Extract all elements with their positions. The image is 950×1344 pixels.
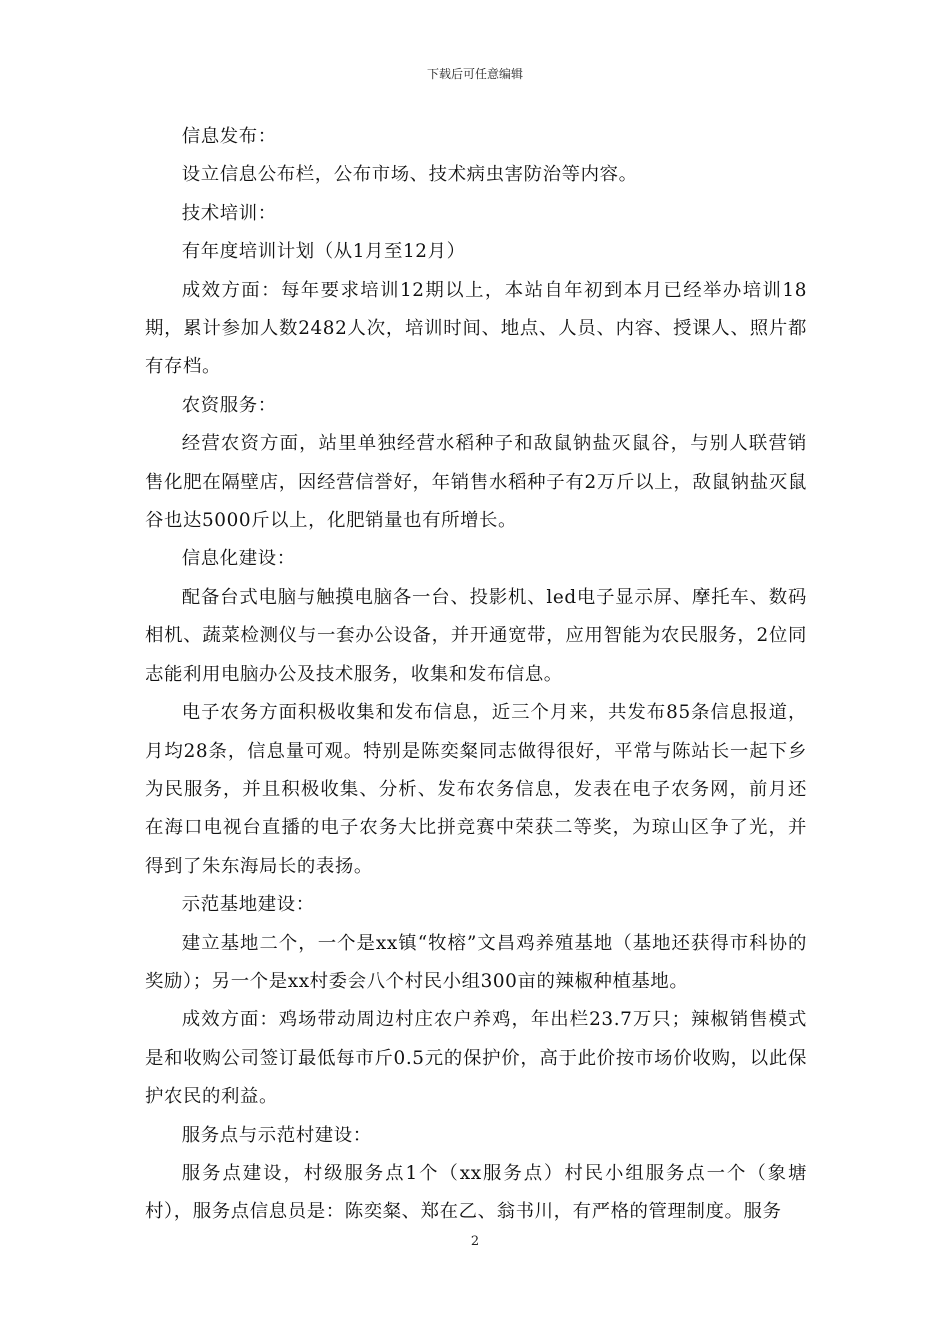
page-header: 下载后可任意编辑 [426, 67, 523, 81]
paragraph: 服务点建设，村级服务点1个（xx服务点）村民小组服务点一个（象塘村），服务点信息员是：陈奕粲、郑在乙、翁书川，有严格的管理制度。服务 [145, 1162, 807, 1223]
paragraph: 电子农务方面积极收集和发布信息，近三个月来，共发布85条信息报道，月均28条，信息量可观。特别是陈奕粲同志做得很好，平常与陈站长一起下乡为民服务，并且积极收集、分析、发布农务信息，发表在电子农务网，前月还在海口电视台直播的电子农务大比拼竞赛中荣获二等奖，为琼山区争了光，并得到了朱东海局长的表扬。 [145, 702, 807, 877]
section-heading-demo-base: 示范基地建设： [181, 894, 315, 916]
section-heading-informatization: 信息化建设： [181, 548, 296, 570]
section-heading-tech-training: 技术培训： [181, 202, 277, 224]
paragraph: 设立信息公布栏，公布市场、技术病虫害防治等内容。 [181, 164, 638, 186]
paragraph: 成效方面：鸡场带动周边村庄农户养鸡，年出栏23.7万只；辣椒销售模式是和收购公司签订最低每市斤0.5元的保护价，高于此价按市场价收购，以此保护农民的利益。 [145, 1009, 807, 1108]
paragraph: 有年度培训计划（从1月至12月） [181, 241, 466, 263]
section-heading-info-release: 信息发布： [181, 126, 277, 147]
paragraph: 成效方面：每年要求培训12期以上，本站自年初到本月已经举办培训18期，累计参加人数2482人次，培训时间、地点、人员、内容、授课人、照片都有存档。 [145, 279, 807, 378]
document-body [145, 118, 807, 1232]
section-heading-service-point: 服务点与示范村建设： [181, 1124, 372, 1146]
paragraph: 经营农资方面，站里单独经营水稻种子和敌鼠钠盐灭鼠谷，与别人联营销售化肥在隔壁店，因经营信誉好，年销售水稻种子有2万斤以上，敌鼠钠盐灭鼠谷也达5000斤以上，化肥销量也有所增长。 [145, 433, 807, 532]
page-number: 2 [470, 1234, 480, 1249]
paragraph: 建立基地二个，一个是xx镇“牧榕”文昌鸡养殖基地（基地还获得市科协的奖励）；另一个是xx村委会八个村民小组300亩的辣椒种植基地。 [145, 932, 807, 992]
section-heading-agri-supply: 农资服务： [181, 394, 277, 416]
paragraph: 配备台式电脑与触摸电脑各一台、投影机、led电子显示屏、摩托车、数码相机、蔬菜检测仪与一套办公设备，并开通宽带，应用智能为农民服务，2位同志能利用电脑办公及技术服务，收集和发布信息。 [145, 586, 807, 685]
